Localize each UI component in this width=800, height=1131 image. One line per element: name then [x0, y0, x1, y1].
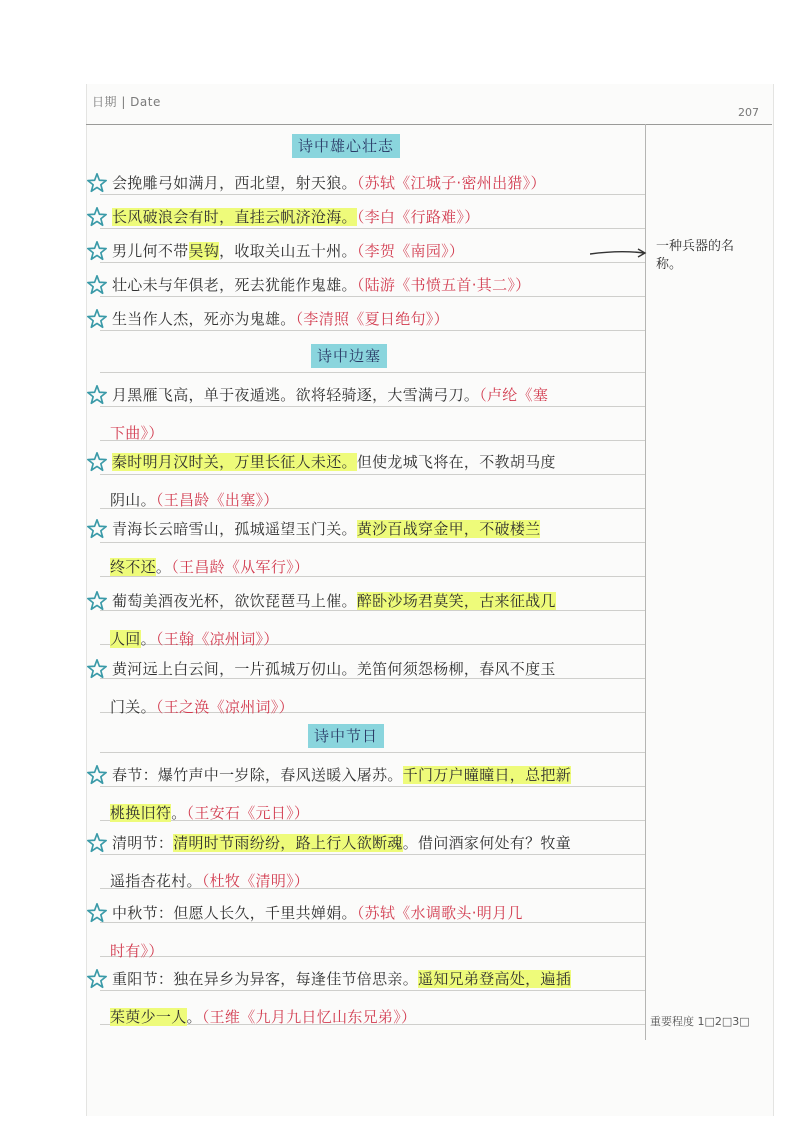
poem-entry — [86, 584, 656, 660]
poem-line — [112, 378, 548, 412]
star-icon — [86, 902, 108, 924]
poem-line — [112, 826, 571, 860]
poem-source: 时有》） — [110, 942, 164, 960]
poem-text: 。 — [186, 1008, 202, 1026]
highlighted-text: 长风破浪会有时，直挂云帆济沧海。 — [112, 208, 357, 226]
poem-entry — [86, 268, 656, 306]
poem-line — [110, 690, 294, 724]
star-icon — [86, 590, 108, 612]
poem-line — [110, 622, 279, 656]
poem-entry — [86, 445, 656, 521]
highlighted-text: 千门万户曈曈日，总把新 — [402, 766, 572, 784]
page-number: 207 — [738, 106, 759, 119]
poem-line — [112, 234, 464, 268]
poem-text: 男儿何不带 — [112, 242, 189, 260]
poem-entry — [86, 166, 656, 204]
star-icon — [86, 658, 108, 680]
star-icon — [86, 764, 108, 786]
poem-line — [112, 166, 546, 200]
poem-text: 遥指杏花村。 — [110, 872, 202, 890]
poem-source: （王昌龄《出塞》） — [155, 491, 279, 509]
star-icon — [86, 451, 108, 473]
poem-text: ，收取关山五十州。 — [219, 242, 357, 260]
poem-entry — [86, 378, 656, 454]
highlighted-text: 黄沙百战穿金甲，不破楼兰 — [356, 520, 541, 538]
poem-line — [112, 652, 556, 686]
poem-entry — [86, 962, 656, 1038]
poem-entry — [86, 758, 656, 834]
poem-text: 阴山。 — [110, 491, 156, 509]
section-title-festivals: 诗中节日 — [308, 724, 384, 748]
star-icon — [86, 308, 108, 330]
poem-source: （苏轼《水调歌头·明月几 — [356, 904, 523, 922]
star-icon — [86, 832, 108, 854]
poem-line — [110, 550, 309, 584]
poem-line — [110, 864, 309, 898]
poem-text: 月黑雁飞高，单于夜遁逃。欲将轻骑逐，大雪满弓刀。 — [112, 386, 480, 404]
header-divider — [86, 124, 772, 125]
star-icon — [86, 518, 108, 540]
poem-source: （杜牧《清明》） — [201, 872, 310, 890]
highlighted-text: 人回 — [110, 630, 141, 648]
poem-line — [112, 200, 480, 234]
poem-entry — [86, 652, 656, 728]
poem-line — [112, 962, 571, 996]
poem-entry — [86, 302, 656, 340]
highlighted-text: 秦时明月汉时关，万里长征人未还。 — [112, 453, 357, 471]
poem-entry — [86, 826, 656, 902]
star-icon — [86, 384, 108, 406]
poem-text: 青海长云暗雪山，孤城遥望玉门关。 — [112, 520, 357, 538]
poem-text: 但使龙城飞将在，不教胡马度 — [356, 453, 556, 471]
importance-label: 重要程度 1□2□3□ — [650, 1015, 750, 1028]
poem-text: 壮心未与年俱老，死去犹能作鬼雄。 — [112, 276, 357, 294]
section-title-frontier: 诗中边塞 — [311, 344, 387, 368]
poem-entry — [86, 896, 656, 972]
poem-source: （王维《九月九日忆山东兄弟》） — [201, 1008, 417, 1026]
poem-text: 春节：爆竹声中一岁除，春风送暖入屠苏。 — [112, 766, 403, 784]
poem-text: 重阳节：独在异乡为异客，每逢佳节倍思亲。 — [112, 970, 419, 988]
highlighted-text: 遥知兄弟登高处，遍插 — [418, 970, 572, 988]
ruled-line — [100, 372, 645, 373]
poem-text: 门关。 — [110, 698, 156, 716]
poem-line — [112, 268, 530, 302]
poem-source: （李清照《夏日绝句》） — [295, 310, 449, 328]
poem-line — [112, 584, 556, 618]
poem-line — [112, 896, 523, 930]
star-icon — [86, 274, 108, 296]
poem-source: （卢纶《塞 — [479, 386, 549, 404]
poem-source: （苏轼《江城子·密州出猎》） — [356, 174, 546, 192]
poem-line — [112, 512, 540, 546]
poem-source: （王安石《元日》） — [186, 804, 310, 822]
section-title-ambition: 诗中雄心壮志 — [292, 134, 400, 158]
side-note: 一种兵器的名称。 — [656, 239, 735, 272]
poem-text: 。 — [171, 804, 187, 822]
star-icon — [86, 206, 108, 228]
poem-text: 。 — [140, 630, 156, 648]
poem-text: 会挽雕弓如满月，西北望，射天狼。 — [112, 174, 357, 192]
highlighted-text: 终不还 — [110, 558, 156, 576]
poem-text: 清明节： — [112, 834, 174, 852]
highlighted-text: 桃换旧符 — [110, 804, 172, 822]
poem-text: 。借问酒家何处有？牧童 — [402, 834, 572, 852]
poem-source: （王之涣《凉州词》） — [155, 698, 294, 716]
poem-text: 黄河远上白云间，一片孤城万仞山。羌笛何须怨杨柳，春风不度玉 — [112, 660, 556, 678]
poem-entry — [86, 200, 656, 238]
poem-line — [110, 796, 309, 830]
poem-source: （陆游《书愤五首·其二》） — [356, 276, 531, 294]
poem-entry — [86, 512, 656, 588]
highlighted-text: 醉卧沙场君莫笑，古来征战几 — [356, 592, 556, 610]
ruled-line — [100, 752, 645, 753]
poem-source: （李贺《南园》） — [356, 242, 465, 260]
poem-line — [110, 1000, 416, 1034]
date-label: 日期 | Date — [92, 95, 161, 109]
star-icon — [86, 240, 108, 262]
poem-source: （王翰《凉州词》） — [155, 630, 279, 648]
poem-line — [112, 445, 556, 479]
poem-text: 中秋节：但愿人长久，千里共婵娟。 — [112, 904, 357, 922]
poem-source: 下曲》） — [110, 424, 164, 442]
poem-text: 葡萄美酒夜光杯，欲饮琵琶马上催。 — [112, 592, 357, 610]
star-icon — [86, 968, 108, 990]
poem-line — [112, 302, 449, 336]
poem-entry — [86, 234, 656, 272]
highlighted-text: 茱萸少一人 — [110, 1008, 187, 1026]
poem-text: 生当作人杰，死亦为鬼雄。 — [112, 310, 296, 328]
highlighted-text: 清明时节雨纷纷，路上行人欲断魂 — [173, 834, 403, 852]
poem-source: （王昌龄《从军行》） — [171, 558, 310, 576]
star-icon — [86, 172, 108, 194]
annotation-arrow — [590, 248, 648, 258]
highlighted-text: 吴钩 — [188, 242, 220, 260]
poem-line — [112, 758, 571, 792]
poem-text: 。 — [155, 558, 172, 576]
poem-source: （李白《行路难》） — [356, 208, 480, 226]
